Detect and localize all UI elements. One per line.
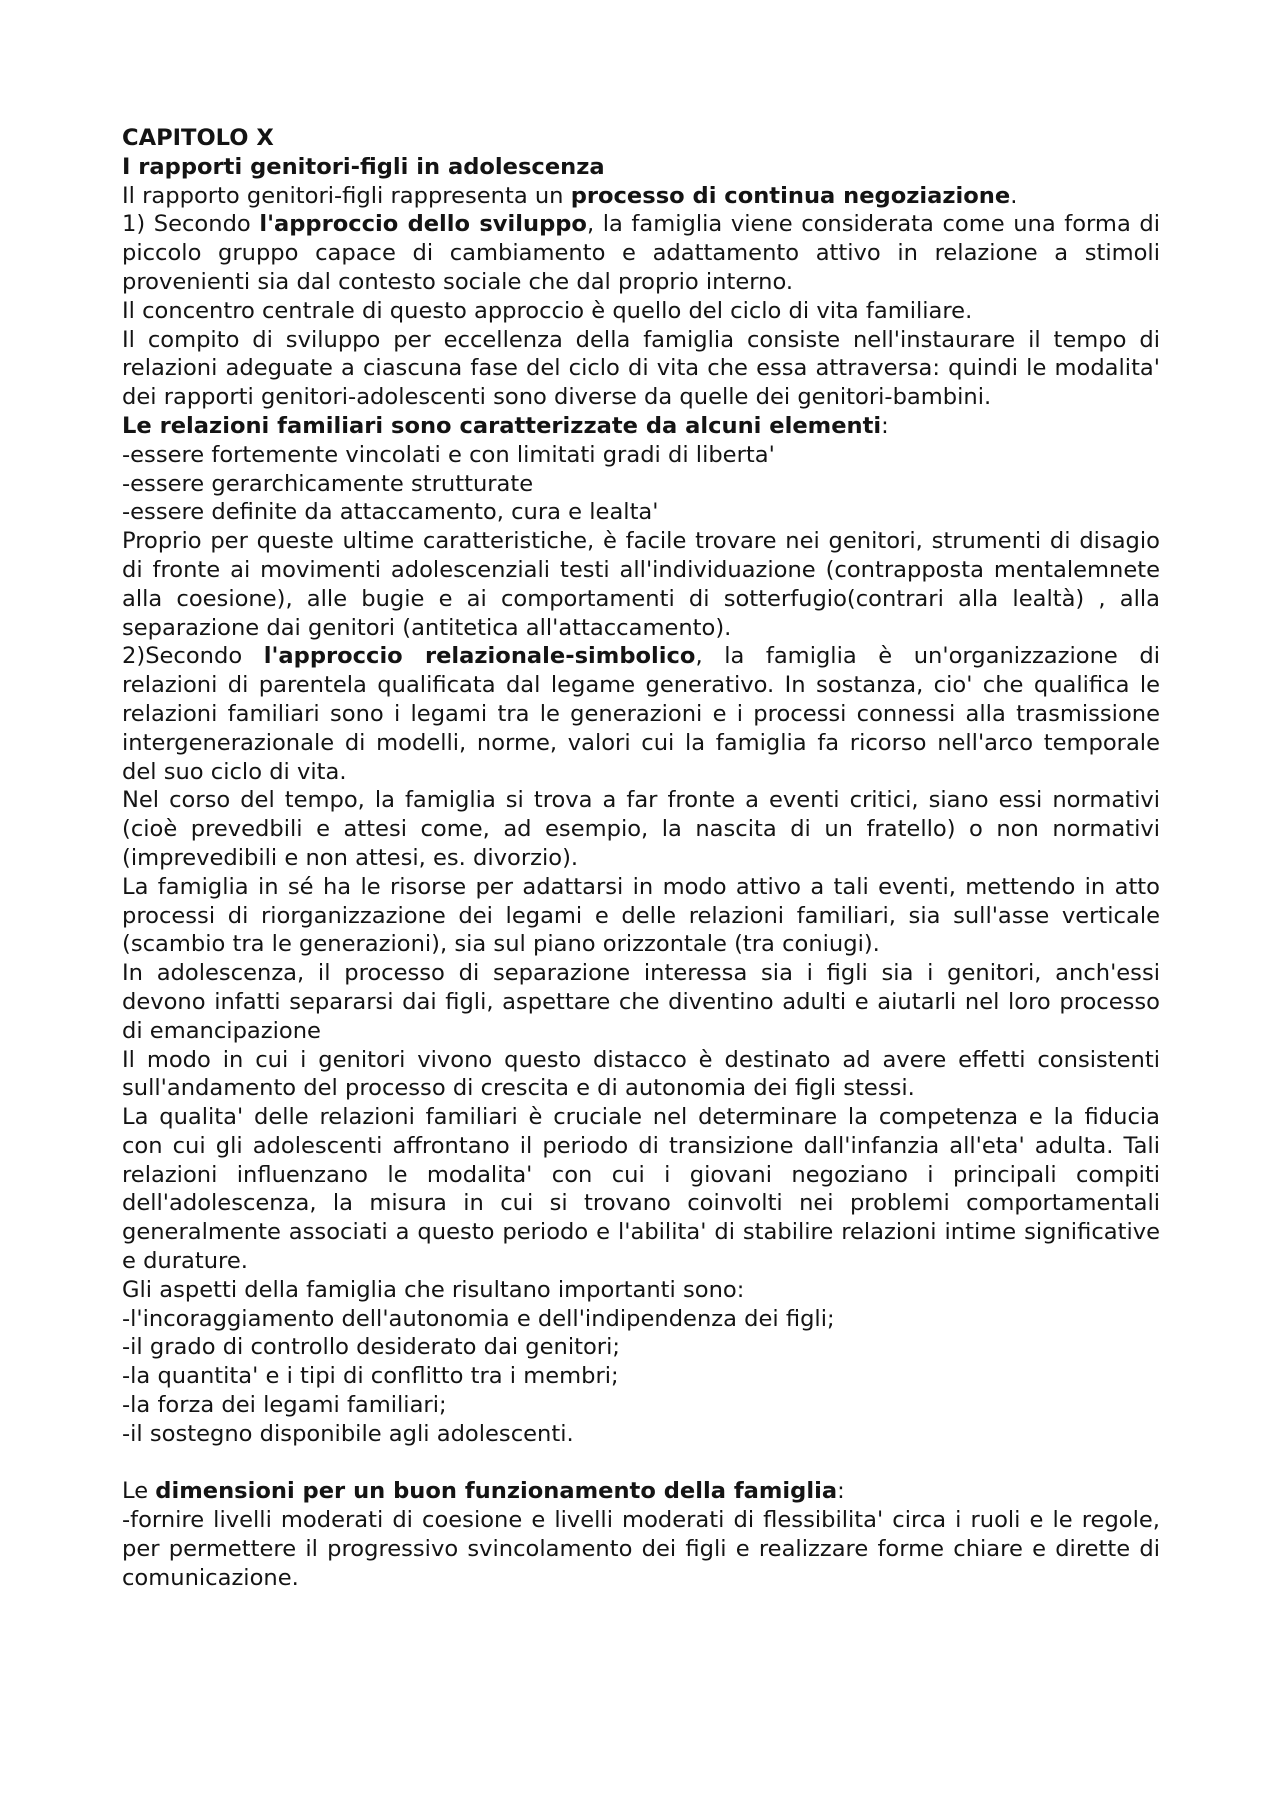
paragraph-separation: In adolescenza, il processo di separazione interessa sia i figli sia i genitori, anch'essi devono infatti separarsi dai figli, aspettare che diventino adulti e aiutarli nel loro processo di emancipazione (122, 960, 1160, 1044)
list-item: -essere gerarchicamente strutturate (122, 470, 534, 497)
paragraph-critical-events: Nel corso del tempo, la famiglia si trova a far fronte a eventi critici, siano essi normativi (cioè prevedbili e attesi come, ad esempio, la nascita di un fratello) o non normativi (imprevedibili e non attesi, es. divorzio). (122, 787, 1160, 871)
paragraph-development-approach: 1) Secondo l'approccio dello sviluppo, la famiglia viene considerata come una forma di piccolo gruppo capace di cambiamento e adattamento attivo in relazione a stimoli provenienti sia dal contesto sociale che dal proprio interno. (122, 211, 1160, 295)
list-item: -il grado di controllo desiderato dai genitori; (122, 1334, 620, 1361)
paragraph-detachment: Il modo in cui i genitori vivono questo distacco è destinato ad avere effetti consistenti sull'andamento del processo di crescita e di autonomia dei figli stessi. (122, 1046, 1160, 1102)
paragraph-relational-symbolic: 2)Secondo l'approccio relazionale-simbolico, la famiglia è un'organizzazione di relazioni di parentela qualificata dal legame generativo. In sostanza, cio' che qualifica le relazioni familiari sono i legami tra le generazioni e i processi connessi alla trasmissione intergenerazionale di modelli, norme, valori cui la famiglia fa ricorso nell'arco temporale del suo ciclo di vita. (122, 643, 1161, 785)
chapter-heading: CAPITOLO X (122, 125, 274, 151)
blank-line (122, 1449, 1160, 1478)
list-item: -la forza dei legami familiari; (122, 1392, 447, 1419)
aspects-heading: Gli aspetti della famiglia che risultano importanti sono: (122, 1276, 745, 1303)
dimensions-heading: Le dimensioni per un buon funzionamento della famiglia: (122, 1478, 845, 1505)
paragraph-family-resources: La famiglia in sé ha le risorse per adattarsi in modo attivo a tali eventi, mettendo in atto processi di riorganizzazione dei legami e delle relazioni familiari, sia sull'asse verticale (scambio tra le generazioni), sia sul piano orizzontale (tra coniugi). (122, 873, 1160, 958)
list-item: -essere definite da attaccamento, cura e lealta' (122, 499, 659, 526)
chapter-title: I rapporti genitori-figli in adolescenza (122, 153, 605, 180)
list-item: -il sostegno disponibile agli adolescenti. (122, 1420, 574, 1447)
paragraph-relationship-quality: La qualita' delle relazioni familiari è cruciale nel determinare la competenza e la fiducia con cui gli adolescenti affrontano il periodo di transizione dall'infanzia all'eta' adulta. Tali relazioni influenzano le modalita' con cui i giovani negoziano i principali compiti dell'adolescenza, la misura in cui si trovano coinvolti nei problemi comportamentali generalmente associati a questo periodo e l'abilita' di stabilire relazioni intime significative e durature. (122, 1104, 1160, 1275)
list-item: -essere fortemente vincolati e con limitati gradi di liberta' (122, 441, 775, 468)
paragraph-parental-distress: Proprio per queste ultime caratteristiche, è facile trovare nei genitori, strumenti di disagio di fronte ai movimenti adolescenziali testi all'individuazione (contrapposta mentalemnete alla coesione), alle bugie e ai comportamenti di sotterfugio(contrari alla lealtà) , alla separazione dai genitori (antitetica all'attaccamento). (122, 528, 1160, 641)
paragraph-dimensions: -fornire livelli moderati di coesione e livelli moderati di flessibilita' circa i ruoli e le regole, per permettere il progressivo svincolamento dei figli e realizzare forme chiare e dirette di comunicazione. (122, 1507, 1160, 1591)
paragraph-development-task: Il compito di sviluppo per eccellenza della famiglia consiste nell'instaurare il tempo di relazioni adeguate a ciascuna fase del ciclo di vita che essa attraversa: quindi le modalita' dei rapporti genitori-adolescenti sono diverse da quelle dei genitori-bambini. (122, 326, 1160, 411)
paragraph-life-cycle: Il concentro centrale di questo approccio è quello del ciclo di vita familiare. (122, 297, 973, 324)
elements-heading: Le relazioni familiari sono caratterizzate da alcuni elementi: (122, 412, 889, 439)
list-item: -la quantita' e i tipi di conflitto tra i membri; (122, 1363, 619, 1390)
intro-paragraph: Il rapporto genitori-figli rappresenta un processo di continua negoziazione. (122, 182, 1018, 209)
list-item: -l'incoraggiamento dell'autonomia e dell'indipendenza dei figli; (122, 1305, 835, 1332)
